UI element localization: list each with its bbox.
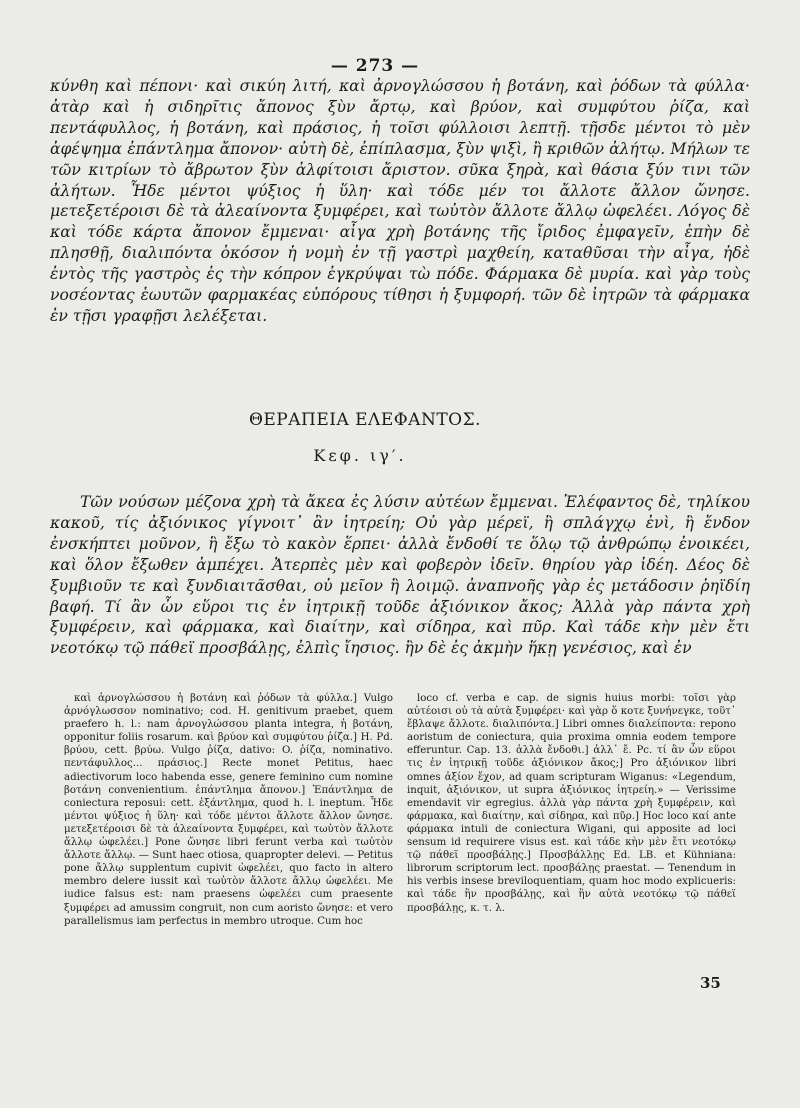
footnotes-left-column: [64, 692, 393, 928]
chapter-text-block: [50, 492, 750, 659]
footnotes: [64, 692, 736, 928]
section-title: ΘΕΡΑΠΕΙΑ ΕΛΕΦΑΝΤΟΣ.: [248, 410, 482, 430]
chapter-heading: Κεφ. ιγ′.: [313, 446, 407, 465]
paragraph-1: κύνθη καὶ πέπονι· καὶ σικύη λιτή, καὶ ἀρνογλώσσου ἡ βοτάνη, καὶ ῥόδων τὰ φύλλα· ἀτὰρ καὶ ἡ σιδηρῖτις ἄπονος ξὺν ἄρτῳ, καὶ βρύον, καὶ συμφύτου ῥίζα, καὶ πεντάφυλλος, ἡ βοτάνη, καὶ πράσιος, ἡ τοῖσι φύλλοισι λεπτῇ. τῇσδε μέντοι τὸ μὲν ἀφέψημα ἐπάντλημα ἄπονον· αὐτὴ δὲ, ἐπίπλασμα, ξὺν ψιξὶ, ἢ κριθῶν ἀλήτῳ. Μήλων τε τῶν κιτρίων τὸ ἄβρωτον ξὺν ἀλφίτοισι ἄριστον. σῦκα ξηρὰ, καὶ θάσια ξύν τινι τῶν ἀλήτων. Ἧδε μέντοι ψύξιος ἡ ὕλη· καὶ τόδε μέν τοι ἄλλοτε ἄλλον ὤνησε. μετεξετέροισι δὲ τὰ ἀλεαίνοντα ξυμφέρει, καὶ τωὐτὸν ἄλλοτε ἄλλῳ ὠφελέει. Λόγος δὲ καὶ τόδε κάρτα ἄπονον ἔμμεναι· αἶγα χρὴ βοτάνης τῆς ἴριδος ἐμφαγεῖν, ἐπὴν δὲ πλησθῇ, διαλιπόντα ὁκόσον ἡ νομὴ ἐν τῇ γαστρὶ μαχθείη, καταθῦσαι τὴν αἶγα, ἠδὲ ἐντὸς τῆς γαστρὸς ἐς τὴν κόπρον ἐγκρύψαι τὼ πόδε. Φάρμακα δὲ μυρία. καὶ γὰρ τοὺς νοσέοντας ἑωυτῶν φαρμακέας εὐπόρους τίθησι ἡ ξυμφορή. τῶν δὲ ἰητρῶν τὰ φάρμακα ἐν τῇσι γραφῇσι λελέξεται.: [50, 77, 750, 325]
page-number: — 273 —: [330, 56, 420, 76]
footnote-text-right: loco cf. verba e cap. de signis huius morbi: τοῖσι γὰρ αὐτέοισι οὐ τὰ αὐτὰ ξυμφέρει· καὶ γὰρ ὅ κοτε ξυνήνεγκε, τοῦτ᾽ ἔβλαψε ἄλλοτε. διαλιπόντα.] Libri omnes διαλείποντα: repono aoristum de coniectura, quia proxima omnia eodem tempore efferuntur. Cap. 13. ἀλλὰ ἔνδοθι.] ἀλλ᾽ ἔ. Pc. τί ἂν ὦν εὕροι τις ἐν ἰητρικῇ τοῦδε ἀξιόνικον ἄκος;] Pro ἀξιόνικον libri omnes ἀξίον ἔχον, ad quam scripturam Wiganus: «Legendum, inquit, ἀξιόνικον, ut supra ἀξιόνικος ἰητρείη.» — Verissime emendavit vir egregius. ἀλλὰ γὰρ πάντα χρὴ ξυμφέρειν, καὶ φάρμακα, καὶ διαίτην, καὶ σίδηρα, καὶ πῦρ.] Hoc loco καί ante φάρμακα intuli de coniectura Wigani, qui apposite ad loci sensum id requirere visus est. καὶ τάδε κὴν μὲν ἔτι νεοτόκῳ τῷ πάθεϊ προσβάλῃς.] Προσβάλλῃς Ed. LB. et Kühniana: librorum scriptorum lect. προσβάλῃς praestat. — Tenendum in his verbis insese breviloquentiam, quam hoc modo explicueris: καὶ τάδε ἢν προσβάλῃς, καὶ ἢν αὐτὰ νεοτόκῳ τῷ πάθεϊ προσβάλῃς, κ. τ. λ.: [407, 693, 736, 914]
signature-mark: 35: [700, 974, 721, 992]
footnotes-right-column: [407, 692, 736, 928]
main-text-block: [50, 76, 750, 327]
footnote-text-left: καὶ ἀρνογλώσσου ἡ βοτάνη καὶ ῥόδων τὰ φύλλα.] Vulgo ἀρνόγλωσσον nominativo; cod. H. genitivum praebet, quem praefero h. l.: nam ἀρνογλώσσου planta integra, ἡ βοτάνη, opponitur foliis rosarum. καὶ βρύον καὶ συμφύτου ῥίζα.] H. Pd. βρύου, cett. βρύω. Vulgo ῥίζα, dativo: O. ῥίζα, nominativo. πεντάφυλλος... πράσιος.] Recte monet Petitus, haec adiectivorum loco habenda esse, genere feminino cum nomine βοτάνη convenientium. ἐπάντλημα ἄπονον.] Ἐπάντλημα de coniectura reposui: cett. ἐξάντλημα, quod h. l. ineptum. Ἧδε μέντοι ψύξιος ἡ ὕλη· καὶ τόδε μέντοι ἄλλοτε ἄλλον ὤνησε. μετεξετέροισι δὲ τὰ ἀλεαίνοντα ξυμφέρει, καὶ τωὐτὸν ἄλλοτε ἄλλῳ ὠφελέει.] Pone ὤνησε libri ferunt verba καὶ τωὐτὸν ἄλλοτε ἄλλῳ. — Sunt haec otiosa, quapropter delevi. — Petitus pone ἄλλῳ supplentum cupivit ὠφελέει, quo facto in altero membro delere iussit καὶ τωὐτὸν ἄλλοτε ἄλλῳ ὠφελέει. Me iudice falsus est: nam praesens ὠφελέει cum praesente ξυμφέρει ad amussim congruit, non cum aoristo ὤνησε: et vero parallelismus iam perfectus in membro utroque. Cum hoc: [64, 693, 393, 927]
paragraph-2: Τῶν νούσων μέζονα χρὴ τὰ ἄκεα ἐς λύσιν αὐτέων ἔμμεναι. Ἐλέφαντος δὲ, τηλίκου κακοῦ, τίς ἀξιόνικος γίγνοιτ᾽ ἂν ἰητρείη; Οὐ γὰρ μέρεϊ, ἢ σπλάγχῳ ἐνὶ, ἢ ἔνδον ἐνσκήπτει μοῦνον, ἢ ἔξω τὸ κακὸν ἕρπει· ἀλλὰ ἔνδοθί τε ὅλῳ τῷ ἀνθρώπῳ ἐνοικέει, καὶ ὅλον ἔξωθεν ἀμπέχει. Ἀτερπὲς μὲν καὶ φοβερὸν ἰδεῖν. θηρίου γὰρ ἰδέη. Δέος δὲ ξυμβιοῦν τε καὶ ξυνδιαιτᾶσθαι, οὐ μεῖον ἢ λοιμῷ. ἀναπνοῆς γὰρ ἐς μετάδοσιν ῥηϊδίη βαφή. Τί ἂν ὦν εὕροι τις ἐν ἰητρικῇ τοῦδε ἀξιόνικον ἄκος; Ἀλλὰ γὰρ πάντα χρὴ ξυμφέρειν, καὶ φάρμακα, καὶ διαίτην, καὶ σίδηρα, καὶ πῦρ. Καὶ τάδε κὴν μὲν ἔτι νεοτόκῳ τῷ πάθεϊ προσβάλῃς, ἐλπὶς ἴησιος. ἢν δὲ ἐς ἀκμὴν ἥκῃ γενέσιος, καὶ ἐν: [50, 493, 750, 658]
